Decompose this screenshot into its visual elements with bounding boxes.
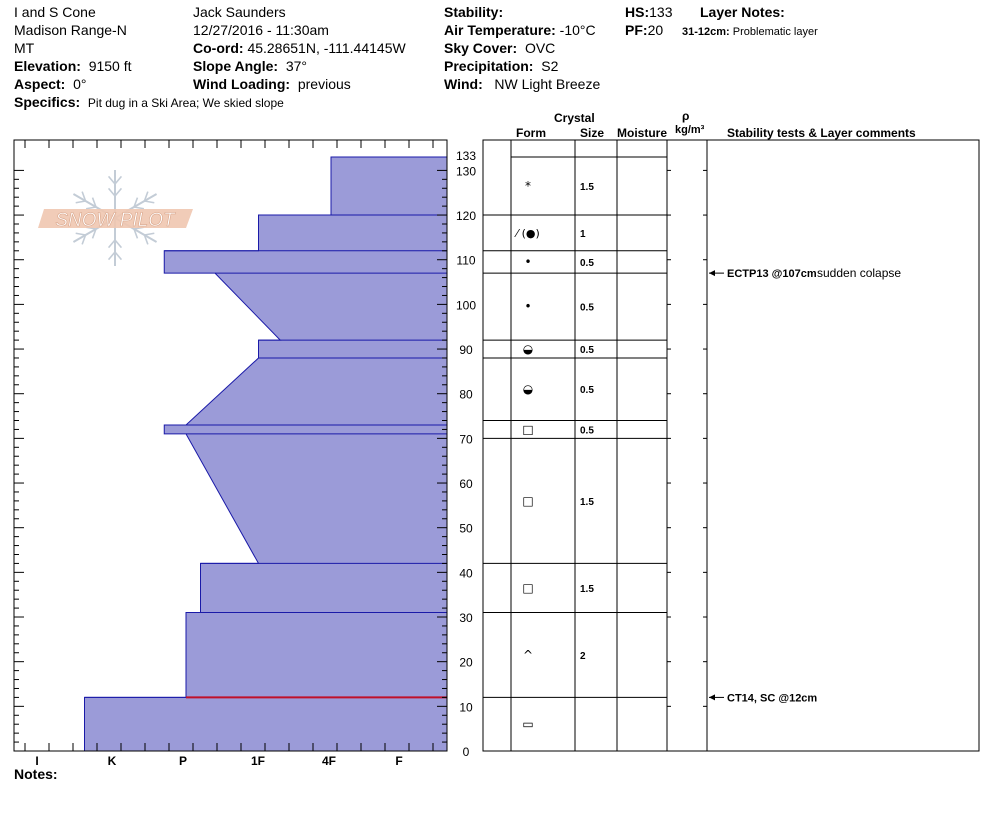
crystal-size: 0.5 [580, 345, 594, 357]
state: MT [14, 40, 35, 56]
snowflake-branch [86, 207, 96, 209]
crystal-form-symbol: * [525, 179, 531, 194]
depth-axis-label: 120 [455, 209, 477, 224]
crystal-size: 1 [580, 228, 586, 240]
hardness-scale-label: K [107, 754, 117, 768]
specifics-label: Specifics: [14, 94, 81, 110]
hardness-profile [85, 157, 448, 751]
density-unit-header: kg/m³ [675, 124, 705, 136]
depth-axis-label: 70 [459, 432, 473, 447]
depth-axis-label: 30 [459, 611, 473, 626]
form-header: Form [516, 126, 546, 140]
hardness-scale-label: 4F [321, 754, 337, 768]
depth-axis-label: 0 [462, 745, 470, 759]
aspect-label: Aspect: [14, 76, 66, 92]
crystal-form-symbol: • [524, 299, 532, 314]
specifics-value: Pit dug in a Ski Area; We skied slope [87, 96, 284, 110]
stability-test-comment: sudden colapse [817, 266, 902, 281]
snowflake-branch [76, 201, 86, 203]
air-temperature-value: -10°C [559, 22, 596, 38]
wind-label: Wind: [444, 76, 483, 92]
stability-test-arrow [709, 694, 715, 700]
coordinates-label: Co-ord: [193, 40, 244, 56]
depth-axis-label: 90 [459, 343, 473, 358]
crystal-form-symbol: ◒ [522, 382, 534, 397]
snowflake-branch [144, 201, 154, 203]
hardness-scale-label: P [178, 754, 188, 768]
aspect-value: 0° [73, 76, 87, 92]
mountain-range: Madison Range-N [14, 22, 127, 38]
depth-axis-label: 50 [459, 521, 473, 536]
hardness-scale-label: 1F [250, 754, 266, 768]
stability-test-label: ECTP13 @107cm [727, 268, 817, 281]
depth-axis-label: 60 [459, 477, 473, 492]
sky-cover-value: OVC [524, 40, 556, 56]
layer-table-frame [483, 140, 979, 751]
elevation-value: 9150 ft [88, 58, 132, 74]
crystal-size: 1.5 [580, 182, 594, 194]
depth-axis-label: 130 [455, 164, 477, 179]
crystal-header: Crystal [554, 111, 595, 125]
depth-axis-label: 80 [459, 387, 473, 402]
crystal-size: 1.5 [580, 496, 594, 508]
crystal-form-symbol: ◒ [522, 342, 534, 357]
slope-angle-label: Slope Angle: [193, 58, 279, 74]
snow-height-label: HS: [625, 4, 650, 20]
crystal-size: 0.5 [580, 257, 594, 269]
stability-test-label: CT14, SC @12cm [727, 692, 818, 705]
crystal-form-symbol: ⁄ (●) [516, 226, 540, 240]
snowflake-branch [134, 207, 144, 209]
layer-note-text: Problematic layer [732, 26, 818, 38]
hardness-scale-label: F [395, 754, 403, 768]
hardness-scale-label: I [35, 754, 39, 768]
size-header: Size [580, 126, 605, 140]
depth-axis-label: 110 [456, 253, 476, 268]
coordinates-value: 45.28651N, -111.44145W [247, 40, 406, 56]
crystal-size: 2 [580, 650, 586, 662]
wind-value: NW Light Breeze [494, 76, 601, 92]
wind-loading-value: previous [297, 76, 351, 92]
layer-note-range: 31-12cm: [682, 26, 730, 38]
logo-text: SNOW PILOT [55, 210, 175, 231]
stability-test-arrow [709, 270, 715, 276]
sky-cover-label: Sky Cover: [444, 40, 518, 56]
elevation-label: Elevation: [14, 58, 81, 74]
depth-axis-label: 133 [455, 149, 477, 163]
snowflake-branch [76, 233, 86, 235]
crystal-form-symbol: □ [522, 493, 534, 508]
stability-label: Stability: [444, 4, 504, 20]
crystal-size: 0.5 [580, 385, 594, 397]
layer-notes-label: Layer Notes: [700, 4, 785, 20]
moisture-header: Moisture [617, 126, 668, 140]
location-name: I and S Cone [14, 4, 96, 20]
stability-comments-header: Stability tests & Layer comments [727, 126, 916, 140]
penetration-foot-label: PF: [625, 22, 648, 38]
crystal-form-symbol: • [524, 254, 532, 269]
notes-label: Notes: [14, 766, 58, 782]
observer-name: Jack Saunders [193, 4, 286, 20]
crystal-form-symbol: ^ [522, 647, 534, 662]
density-rho-header: ρ [682, 109, 690, 123]
crystal-form-symbol: □ [522, 422, 534, 437]
crystal-form-symbol: ▭ [522, 717, 534, 732]
precipitation-value: S2 [541, 58, 559, 74]
crystal-size: 0.5 [580, 425, 594, 437]
crystal-size: 0.5 [580, 302, 594, 314]
slope-angle-value: 37° [285, 58, 307, 74]
crystal-form-symbol: □ [522, 580, 534, 595]
penetration-foot-value: 20 [647, 22, 664, 38]
snowflake-branch [144, 233, 154, 235]
depth-axis-label: 40 [459, 566, 473, 581]
air-temperature-label: Air Temperature: [444, 22, 556, 38]
depth-axis-label: 20 [459, 655, 473, 670]
observation-datetime: 12/27/2016 - 11:30am [193, 22, 329, 38]
wind-loading-label: Wind Loading: [193, 76, 291, 92]
snow-height-value: 133 [649, 4, 673, 20]
precipitation-label: Precipitation: [444, 58, 534, 74]
depth-axis-label: 100 [455, 298, 477, 313]
depth-axis-label: 10 [459, 700, 473, 715]
crystal-size: 1.5 [580, 583, 594, 595]
